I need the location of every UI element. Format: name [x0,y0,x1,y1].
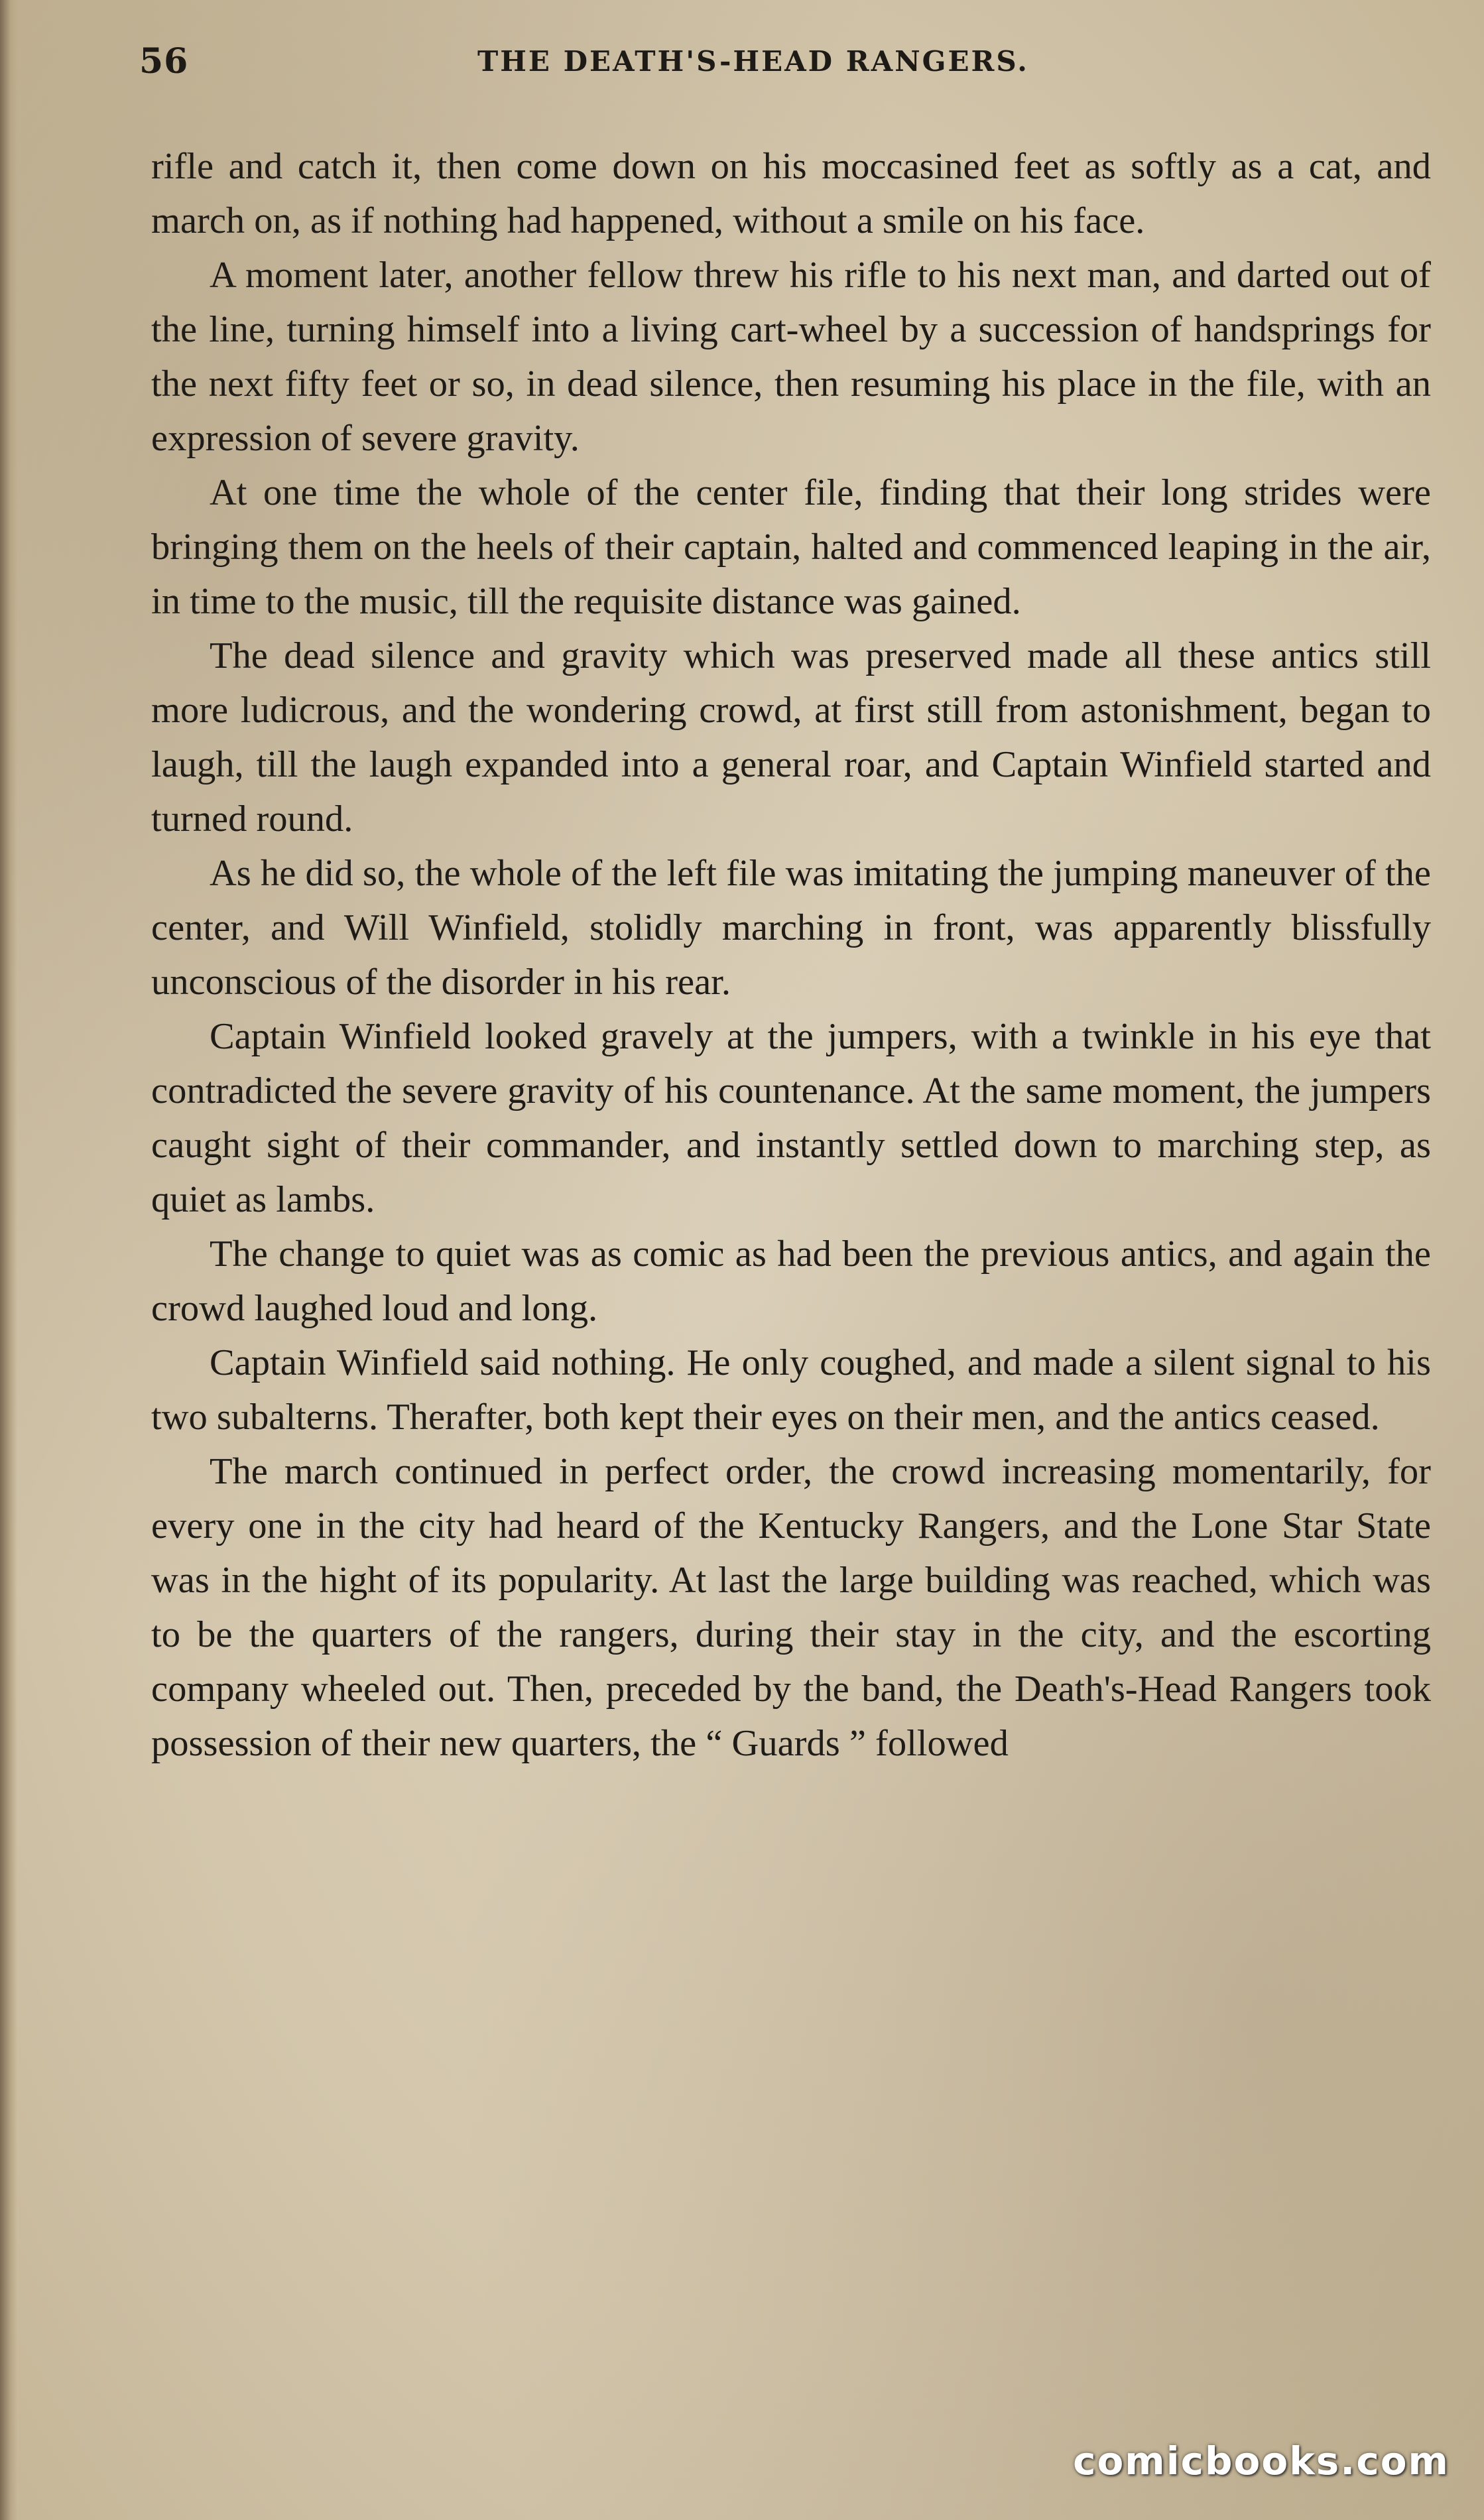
body-text [151,139,1431,1771]
page-number: 56 [139,41,189,82]
paragraph: As he did so, the whole of the left file was imitating the jumping maneuver of the center, and Will Winfield, stolidly marching in front, was apparently blissfully unconscious of the disorder in his rear. [151,853,1431,1003]
paragraph: The change to quiet was as comic as had been the previous antics, and again the crowd laughed loud and long. [151,1233,1431,1329]
paragraph: A moment later, another fellow threw his rifle to his next man, and darted out of the line, turning himself into a living cart-wheel by a succession of handsprings for the next fifty feet or so, in dead silence, then resuming his place in the file, with an expression of severe gravity. [151,255,1431,459]
paragraph: The march continued in perfect order, the crowd increasing momentarily, for every one in the city had heard of the Kentucky Rangers, and the Lone Star State was in the hight of its popularity. At last the large building was reached, which was to be the quarters of the rangers, during their stay in the city, and the escorting company wheeled out. Then, preceded by the band, the Death's-Head Rangers took possession of their new quarters, the “ Guards ” followed [151,1451,1431,1764]
paragraph: The dead silence and gravity which was preserved made all these antics still more ludicrous, and the wondering crowd, at first still from astonishment, began to laugh, till the laugh expanded into a general roar, and Captain Winfield started and turned round. [151,635,1431,840]
paragraph: Captain Winfield said nothing. He only coughed, and made a silent signal to his two subalterns. Therafter, both kept their eyes on their men, and the antics ceased. [151,1342,1431,1438]
paragraph: rifle and catch it, then come down on his moccasined feet as softly as a cat, and march on, as if nothing had happened, without a smile on his face. [151,146,1431,241]
running-title: THE DEATH'S-HEAD RANGERS. [477,45,1029,78]
paragraph: Captain Winfield looked gravely at the jumpers, with a twinkle in his eye that contradicted the severe gravity of his countenance. At the same moment, the jumpers caught sight of their commander, and instantly settled down to marching step, as quiet as lambs. [151,1016,1431,1220]
running-head [139,41,1432,101]
page-binding-edge [0,0,17,2520]
paragraph: At one time the whole of the center file, finding that their long strides were bringing them on the heels of their captain, halted and commenced leaping in the air, in time to the music, till the requisite distance was gained. [151,472,1431,622]
watermark: comicbooks.com [1073,2438,1450,2484]
